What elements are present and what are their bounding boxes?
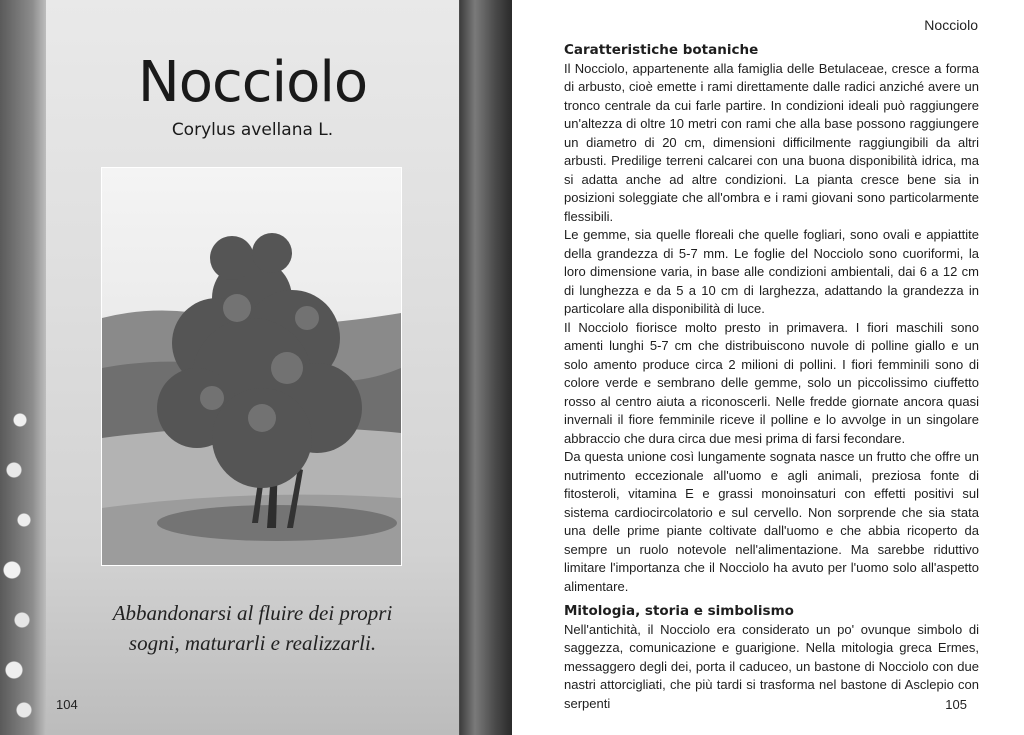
paragraph: Da questa unione così lungamente sognata nasce un frutto che offre un nutrimento eccezionale all'uomo e agli animali, preziosa fonte di fitosteroli, vitamina E e grassi monoinsaturi con effetti positivi sul sistema cardiocircolatorio e sul cervello. Non sorprende che sia stata una delle prime piante coltivate dall'uomo e che abbia ricoperto da sempre un ruolo notevole nell'alimentazione. Ma sarebbe riduttivo limitare l'importanza che il Nocciolo ha avuto per l'uomo solo all'aspetto alimentare. [564, 449, 979, 594]
page-title: Nocciolo [137, 50, 368, 115]
quote-line-1: Abbandonarsi al fluire dei propri [112, 601, 393, 625]
body-text [564, 41, 979, 713]
running-head: Nocciolo [924, 17, 978, 33]
paragraph: Il Nocciolo, appartenente alla famiglia delle Betulaceae, cresce a forma di arbusto, cioè emette i rami direttamente dalle radici anziché avere un tronco centrale da cui farle partire. In condizioni ideali può raggiungere un'altezza di oltre 10 metri con rami che alla base possono raggiungere un diametro di 20 cm, dimensioni difficilmente raggiungibili da altri arbusti. Predilige terreni calcarei con una buona disponibilità idrica, ma si adatta anche ad altre condizioni. La pianta cresce bene sia in posizioni soleggiate che all'ombra e i rami giovani sono particolarmente flessibili. [564, 60, 979, 224]
page-number-left: 104 [56, 697, 78, 712]
paragraph: Le gemme, sia quelle floreali che quelle fogliari, sono ovali e appiattite della grandezza di 5-7 mm. Le foglie del Nocciolo sono cuoriformi, la loro dimensione varia, in base alle condizioni ambientali, dai 6 a 12 cm di lunghezza e da 5 a 10 cm di larghezza, adattando la grandezza in particolare alla disponibilità di luce. [564, 227, 979, 316]
quote [46, 598, 459, 658]
decorative-vine [0, 0, 46, 735]
paragraph: Il Nocciolo fiorisce molto presto in primavera. I fiori maschili sono amenti lunghi 5-7 cm che distribuiscono nuvole di polline giallo e un solo amento produce circa 2 milioni di pollini. I fiori femminili sono di colore verde e sembrano delle gemme, solo un piccolissimo ciuffetto rosso al centro aiuta a riconoscerli. Nelle fredde giornate ancora quasi invernali il fiore femminile riceve il polline e lo avvolge in un singolare abbraccio che dura circa due mesi prima di farsi fecondare. [564, 319, 979, 446]
quote-line-2: sogni, maturarli e realizzarli. [128, 631, 377, 655]
botanical-name: Corylus avellana L. [171, 120, 334, 140]
section-heading-botanical: Caratteristiche botaniche [564, 42, 759, 58]
hazel-tree-photo [101, 167, 402, 566]
paragraph: Nell'antichità, il Nocciolo era considerato un po' ovunque simbolo di saggezza, comunicazione e guarigione. Nella mitologia greca Ermes, messaggero degli dei, porta il caduceo, un bastone di Nocciolo con due nastri attorcigliati, che più tardi si trasforma nel bastone di Asclepio con serpenti [564, 621, 979, 711]
section-heading-mythology: Mitologia, storia e simbolismo [564, 603, 794, 619]
page-number-right: 105 [945, 697, 967, 712]
right-page [512, 0, 1024, 735]
